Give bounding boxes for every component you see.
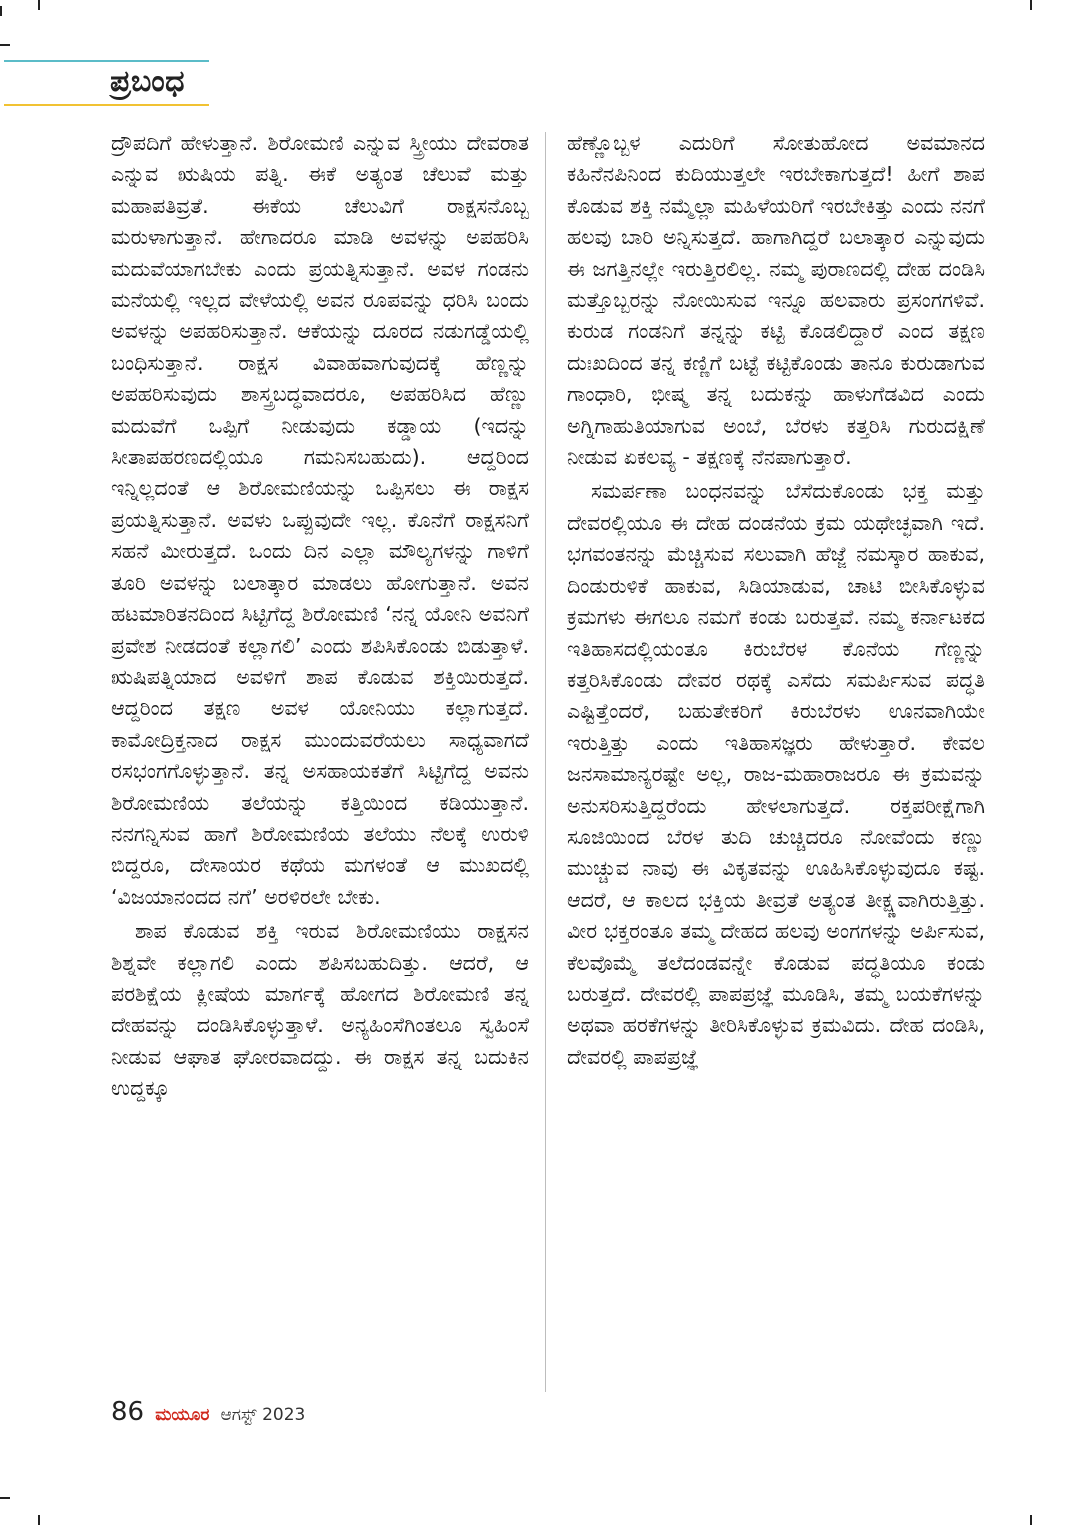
section-header: [0, 58, 300, 110]
column-divider: [545, 132, 546, 1392]
crop-mark-top-right: [1030, 0, 1032, 10]
paragraph: ದ್ರೌಪದಿಗೆ ಹೇಳುತ್ತಾನೆ. ಶಿರೋಮಣಿ ಎನ್ನುವ ಸ್ತ್ರೀಯು ದೇವರಾತ ಎನ್ನುವ ಋಷಿಯ ಪತ್ನಿ. ಈಕೆ ಅತ್ಯಂತ ಚೆಲುವೆ ಮತ್ತು ಮಹಾಪತಿವ್ರತೆ. ಈಕೆಯ ಚೆಲುವಿಗೆ ರಾಕ್ಷಸನೊಬ್ಬ ಮರುಳಾಗುತ್ತಾನೆ. ಹೇಗಾದರೂ ಮಾಡಿ ಅವಳನ್ನು ಅಪಹರಿಸಿ ಮದುವೆಯಾಗಬೇಕು ಎಂದು ಪ್ರಯತ್ನಿಸುತ್ತಾನೆ. ಅವಳ ಗಂಡನು ಮನೆಯಲ್ಲಿ ಇಲ್ಲದ ವೇಳೆಯಲ್ಲಿ ಅವನ ರೂಪವನ್ನು ಧರಿಸಿ ಬಂದು ಅವಳನ್ನು ಅಪಹರಿಸುತ್ತಾನೆ. ಆಕೆಯನ್ನು ದೂರದ ನಡುಗಡ್ಡೆಯಲ್ಲಿ ಬಂಧಿಸುತ್ತಾನೆ. ರಾಕ್ಷಸ ವಿವಾಹವಾಗುವುದಕ್ಕೆ ಹೆಣ್ಣನ್ನು ಅಪಹರಿಸುವುದು ಶಾಸ್ತ್ರಬದ್ಧವಾದರೂ, ಅಪಹರಿಸಿದ ಹೆಣ್ಣು ಮದುವೆಗೆ ಒಪ್ಪಿಗೆ ನೀಡುವುದು ಕಡ್ಡಾಯ (ಇದನ್ನು ಸೀತಾಪಹರಣದಲ್ಲಿಯೂ ಗಮನಿಸಬಹುದು). ಆದ್ದರಿಂದ ಇನ್ನಿಲ್ಲದಂತೆ ಆ ಶಿರೋಮಣಿಯನ್ನು ಒಪ್ಪಿಸಲು ಈ ರಾಕ್ಷಸ ಪ್ರಯತ್ನಿಸುತ್ತಾನೆ. ಅವಳು ಒಪ್ಪುವುದೇ ಇಲ್ಲ. ಕೊನೆಗೆ ರಾಕ್ಷಸನಿಗೆ ಸಹನೆ ಮೀರುತ್ತದೆ. ಒಂದು ದಿನ ಎಲ್ಲಾ ಮೌಲ್ಯಗಳನ್ನು ಗಾಳಿಗೆ ತೂರಿ ಅವಳನ್ನು ಬಲಾತ್ಕಾರ ಮಾಡಲು ಹೋಗುತ್ತಾನೆ. ಅವನ ಹಟಮಾರಿತನದಿಂದ ಸಿಟ್ಟಿಗೆದ್ದ ಶಿರೋಮಣಿ ‘ನನ್ನ ಯೋನಿ ಅವನಿಗೆ ಪ್ರವೇಶ ನೀಡದಂತೆ ಕಲ್ಲಾಗಲಿ’ ಎಂದು ಶಪಿಸಿಕೊಂಡು ಬಿಡುತ್ತಾಳೆ. ಋಷಿಪತ್ನಿಯಾದ ಅವಳಿಗೆ ಶಾಪ ಕೊಡುವ ಶಕ್ತಿಯಿರುತ್ತದೆ. ಆದ್ದರಿಂದ ತಕ್ಷಣ ಅವಳ ಯೋನಿಯು ಕಲ್ಲಾಗುತ್ತದೆ. ಕಾಮೋದ್ರಿಕ್ತನಾದ ರಾಕ್ಷಸ ಮುಂದುವರೆಯಲು ಸಾಧ್ಯವಾಗದೆ ರಸಭಂಗಗೊಳ್ಳುತ್ತಾನೆ. ತನ್ನ ಅಸಹಾಯಕತೆಗೆ ಸಿಟ್ಟಿಗೆದ್ದ ಅವನು ಶಿರೋಮಣಿಯ ತಲೆಯನ್ನು ಕತ್ತಿಯಿಂದ ಕಡಿಯುತ್ತಾನೆ. ನನಗನ್ನಿಸುವ ಹಾಗೆ ಶಿರೋಮಣಿಯ ತಲೆಯು ನೆಲಕ್ಕೆ ಉರುಳಿ ಬಿದ್ದರೂ, ದೇಸಾಯರ ಕಥೆಯ ಮಗಳಂತೆ ಆ ಮುಖದಲ್ಲಿ ‘ವಿಜಯಾನಂದದ ನಗೆ’ ಅರಳಿರಲೇ ಬೇಕು.: [111, 131, 529, 909]
right-column: [567, 128, 985, 1394]
crop-mark-bottom-right: [1030, 1515, 1032, 1525]
crop-mark-left-lower: [0, 1497, 10, 1499]
issue-date: ಆಗಸ್ಟ್ 2023: [220, 1405, 306, 1425]
crop-mark-top-left-inner: [38, 0, 40, 10]
crop-mark-bottom-left: [38, 1515, 40, 1525]
page-number: 86: [111, 1397, 145, 1427]
crop-mark-top-left: [0, 6, 2, 16]
paragraph: ಹೆಣ್ಣೊಬ್ಬಳ ಎದುರಿಗೆ ಸೋತುಹೋದ ಅವಮಾನದ ಕಹಿನೆನಪಿನಿಂದ ಕುದಿಯುತ್ತಲೇ ಇರಬೇಕಾಗುತ್ತದೆ! ಹೀಗೆ ಶಾಪ ಕೊಡುವ ಶಕ್ತಿ ನಮ್ಮೆಲ್ಲಾ ಮಹಿಳೆಯರಿಗೆ ಇರಬೇಕಿತ್ತು ಎಂದು ನನಗೆ ಹಲವು ಬಾರಿ ಅನ್ನಿಸುತ್ತದೆ. ಹಾಗಾಗಿದ್ದರೆ ಬಲಾತ್ಕಾರ ಎನ್ನುವುದು ಈ ಜಗತ್ತಿನಲ್ಲೇ ಇರುತ್ತಿರಲಿಲ್ಲ. ನಮ್ಮ ಪುರಾಣದಲ್ಲಿ ದೇಹ ದಂಡಿಸಿ ಮತ್ತೊಬ್ಬರನ್ನು ನೋಯಿಸುವ ಇನ್ನೂ ಹಲವಾರು ಪ್ರಸಂಗಗಳಿವೆ. ಕುರುಡ ಗಂಡನಿಗೆ ತನ್ನನ್ನು ಕಟ್ಟಿ ಕೊಡಲಿದ್ದಾರೆ ಎಂದ ತಕ್ಷಣ ದುಃಖದಿಂದ ತನ್ನ ಕಣ್ಣಿಗೆ ಬಟ್ಟೆ ಕಟ್ಟಿಕೊಂಡು ತಾನೂ ಕುರುಡಾಗುವ ಗಾಂಧಾರಿ, ಭೀಷ್ಮ ತನ್ನ ಬದುಕನ್ನು ಹಾಳುಗೆಡವಿದ ಎಂದು ಅಗ್ನಿಗಾಹುತಿಯಾಗುವ ಅಂಬೆ, ಬೆರಳು ಕತ್ತರಿಸಿ ಗುರುದಕ್ಷಿಣೆ ನೀಡುವ ಏಕಲವ್ಯ - ತಕ್ಷಣಕ್ಕೆ ನೆನಪಾಗುತ್ತಾರೆ.: [567, 131, 985, 470]
magazine-logo: ಮಯೂರ: [155, 1405, 210, 1425]
header-rule-bottom: [4, 104, 209, 106]
page-footer: [111, 1397, 305, 1429]
crop-mark-left-upper: [0, 44, 10, 46]
section-title: ಪ್ರಬಂಧ: [110, 64, 186, 99]
header-rule-top: [4, 60, 209, 62]
paragraph: ಶಾಪ ಕೊಡುವ ಶಕ್ತಿ ಇರುವ ಶಿರೋಮಣಿಯು ರಾಕ್ಷಸನ ಶಿಶ್ನವೇ ಕಲ್ಲಾಗಲಿ ಎಂದು ಶಪಿಸಬಹುದಿತ್ತು. ಆದರೆ, ಆ ಪರಶಿಕ್ಷೆಯ ಕ್ಲೀಷೆಯ ಮಾರ್ಗಕ್ಕೆ ಹೋಗದ ಶಿರೋಮಣಿ ತನ್ನ ದೇಹವನ್ನು ದಂಡಿಸಿಕೊಳ್ಳುತ್ತಾಳೆ. ಅನ್ಯಹಿಂಸೆಗಿಂತಲೂ ಸ್ವಹಿಂಸೆ ನೀಡುವ ಆಘಾತ ಘೋರವಾದದ್ದು. ಈ ರಾಕ್ಷಸ ತನ್ನ ಬದುಕಿನ ಉದ್ದಕ್ಕೂ: [111, 919, 529, 1101]
left-column: [111, 128, 529, 1394]
paragraph: ಸಮರ್ಪಣಾ ಬಂಧನವನ್ನು ಬೆಸೆದುಕೊಂಡು ಭಕ್ತ ಮತ್ತು ದೇವರಲ್ಲಿಯೂ ಈ ದೇಹ ದಂಡನೆಯ ಕ್ರಮ ಯಥೇಚ್ಛವಾಗಿ ಇದೆ. ಭಗವಂತನನ್ನು ಮೆಚ್ಚಿಸುವ ಸಲುವಾಗಿ ಹೆಜ್ಜೆ ನಮಸ್ಕಾರ ಹಾಕುವ, ದಿಂಡುರುಳಿಕೆ ಹಾಕುವ, ಸಿಡಿಯಾಡುವ, ಚಾಟಿ ಬೀಸಿಕೊಳ್ಳುವ ಕ್ರಮಗಳು ಈಗಲೂ ನಮಗೆ ಕಂಡು ಬರುತ್ತವೆ. ನಮ್ಮ ಕರ್ನಾಟಕದ ಇತಿಹಾಸದಲ್ಲಿಯಂತೂ ಕಿರುಬೆರಳ ಕೊನೆಯ ಗೆಣ್ಣನ್ನು ಕತ್ತರಿಸಿಕೊಂಡು ದೇವರ ರಥಕ್ಕೆ ಎಸೆದು ಸಮರ್ಪಿಸುವ ಪದ್ಧತಿ ಎಷ್ಟಿತ್ತೆಂದರೆ, ಬಹುತೇಕರಿಗೆ ಕಿರುಬೆರಳು ಊನವಾಗಿಯೇ ಇರುತ್ತಿತ್ತು ಎಂದು ಇತಿಹಾಸಜ್ಞರು ಹೇಳುತ್ತಾರೆ. ಕೇವಲ ಜನಸಾಮಾನ್ಯರಷ್ಟೇ ಅಲ್ಲ, ರಾಜ-ಮಹಾರಾಜರೂ ಈ ಕ್ರಮವನ್ನು ಅನುಸರಿಸುತ್ತಿದ್ದರೆಂದು ಹೇಳಲಾಗುತ್ತದೆ. ರಕ್ತಪರೀಕ್ಷೆಗಾಗಿ ಸೂಜಿಯಿಂದ ಬೆರಳ ತುದಿ ಚುಚ್ಚಿದರೂ ನೋವೆಂದು ಕಣ್ಣು ಮುಚ್ಚುವ ನಾವು ಈ ವಿಕೃತವನ್ನು ಊಹಿಸಿಕೊಳ್ಳುವುದೂ ಕಷ್ಟ. ಆದರೆ, ಆ ಕಾಲದ ಭಕ್ತಿಯ ತೀವ್ರತೆ ಅತ್ಯಂತ ತೀಕ್ಷ್ಣವಾಗಿರುತ್ತಿತ್ತು. ವೀರ ಭಕ್ತರಂತೂ ತಮ್ಮ ದೇಹದ ಹಲವು ಅಂಗಗಳನ್ನು ಅರ್ಪಿಸುವ, ಕೆಲವೊಮ್ಮೆ ತಲೆದಂಡವನ್ನೇ ಕೊಡುವ ಪದ್ಧತಿಯೂ ಕಂಡು ಬರುತ್ತದೆ. ದೇವರಲ್ಲಿ ಪಾಪಪ್ರಜ್ಞೆ ಮೂಡಿಸಿ, ತಮ್ಮ ಬಯಕೆಗಳನ್ನು ಅಥವಾ ಹರಕೆಗಳನ್ನು ತೀರಿಸಿಕೊಳ್ಳುವ ಕ್ರಮವಿದು. ದೇಹ ದಂಡಿಸಿ, ದೇವರಲ್ಲಿ ಪಾಪಪ್ರಜ್ಞೆ: [567, 479, 985, 1069]
